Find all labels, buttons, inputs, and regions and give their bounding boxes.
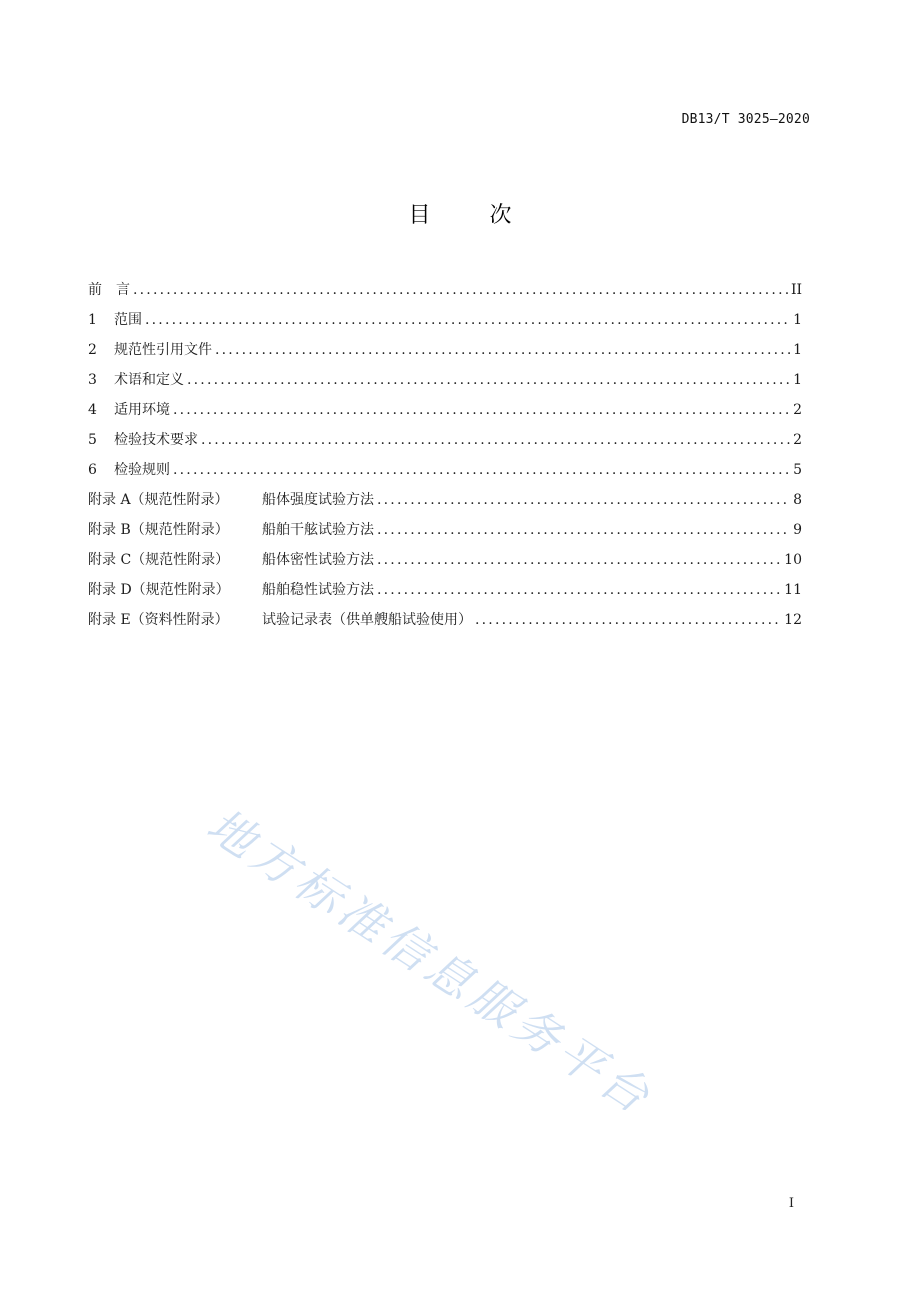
toc-entry-number: 2 — [88, 342, 97, 358]
toc-entry-appendix-a[interactable] — [88, 490, 802, 520]
toc-leader-dots — [377, 580, 781, 600]
toc-leader-dots — [215, 340, 790, 360]
page-number: I — [788, 1196, 794, 1211]
watermark-text: 地方标准信息服务平台 — [197, 797, 664, 1127]
toc-entry-label: 范围 — [114, 312, 142, 328]
toc-entry-inspection-rules[interactable] — [88, 460, 802, 490]
toc-entry-label: 规范性引用文件 — [114, 342, 212, 358]
toc-appendix-prefix: 附录 B（规范性附录） — [88, 522, 229, 538]
toc-entry-number: 5 — [88, 432, 97, 448]
toc-entry-label: 检验技术要求 — [114, 432, 198, 448]
toc-appendix-prefix: 附录 A（规范性附录） — [88, 492, 229, 508]
toc-leader-dots — [377, 520, 790, 540]
toc-entry-page: II — [790, 282, 802, 298]
toc-leader-dots — [377, 550, 781, 570]
toc-appendix-prefix: 附录 D（规范性附录） — [88, 582, 230, 598]
toc-entry-appendix-e[interactable] — [88, 610, 802, 640]
toc-entry-scope[interactable] — [88, 310, 802, 340]
toc-entry-page: 1 — [793, 342, 802, 358]
toc-entry-normative-references[interactable] — [88, 340, 802, 370]
toc-entry-label: 试验记录表（供单艘船试验使用） — [262, 612, 472, 628]
toc-appendix-prefix: 附录 C（规范性附录） — [88, 552, 230, 568]
toc-leader-dots — [133, 280, 788, 300]
toc-title: 目 次 — [408, 203, 538, 228]
toc-entry-label: 船体强度试验方法 — [262, 492, 374, 508]
toc-entry-appendix-c[interactable] — [88, 550, 802, 580]
toc-leader-dots — [377, 490, 790, 510]
toc-entry-number: 4 — [88, 402, 97, 418]
toc-entry-label: 术语和定义 — [114, 372, 184, 388]
toc-entry-page: 1 — [793, 372, 802, 388]
table-of-contents — [88, 280, 802, 640]
toc-entry-page: 12 — [784, 612, 802, 628]
toc-entry-label: 船舶干舷试验方法 — [262, 522, 374, 538]
toc-entry-label: 前 言 — [88, 282, 130, 298]
toc-entry-appendix-b[interactable] — [88, 520, 802, 550]
toc-appendix-prefix: 附录 E（资料性附录） — [88, 612, 229, 628]
toc-entry-number: 3 — [88, 372, 97, 388]
toc-entry-number: 6 — [88, 462, 97, 478]
toc-entry-appendix-d[interactable] — [88, 580, 802, 610]
toc-entry-terms-definitions[interactable] — [88, 370, 802, 400]
toc-leader-dots — [173, 400, 790, 420]
toc-entry-foreword[interactable] — [88, 280, 802, 310]
toc-entry-page: 11 — [784, 582, 802, 598]
toc-entry-page: 2 — [793, 402, 802, 418]
toc-entry-page: 9 — [793, 522, 802, 538]
toc-entry-technical-requirements[interactable] — [88, 430, 802, 460]
toc-entry-label: 船体密性试验方法 — [262, 552, 374, 568]
toc-entry-page: 5 — [793, 462, 802, 478]
toc-leader-dots — [475, 610, 781, 630]
toc-entry-label: 船舶稳性试验方法 — [262, 582, 374, 598]
toc-leader-dots — [173, 460, 790, 480]
toc-leader-dots — [201, 430, 790, 450]
toc-entry-page: 10 — [784, 552, 802, 568]
toc-entry-page: 2 — [793, 432, 802, 448]
toc-entry-environment[interactable] — [88, 400, 802, 430]
toc-entry-label: 适用环境 — [114, 402, 170, 418]
toc-entry-label: 检验规则 — [114, 462, 170, 478]
toc-entry-number: 1 — [88, 312, 97, 328]
toc-entry-page: 8 — [793, 492, 802, 508]
toc-leader-dots — [145, 310, 790, 330]
toc-entry-page: 1 — [793, 312, 802, 328]
standard-code: DB13/T 3025—2020 — [681, 112, 810, 127]
toc-leader-dots — [187, 370, 790, 390]
